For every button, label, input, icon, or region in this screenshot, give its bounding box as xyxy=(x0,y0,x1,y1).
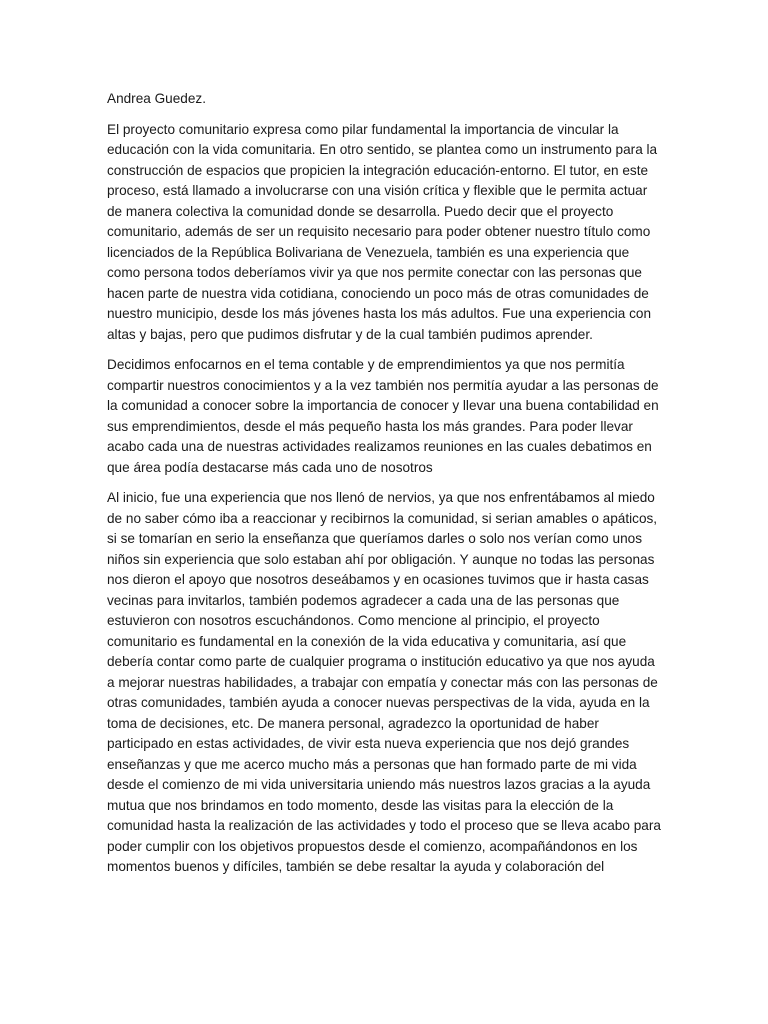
paragraph-intro: El proyecto comunitario expresa como pilar fundamental la importancia de vincular la educación con la vida comunitaria. En otro sentido, se plantea como un instrumento para la construcción de espacios que propicien la integración educación-entorno. El tutor, en este proceso, está llamado a involucrarse con una visión crítica y flexible que le permita actuar de manera colectiva la comunidad donde se desarrolla. Puedo decir que el proyecto comunitario, además de ser un requisito necesario para poder obtener nuestro título como licenciados de la República Bolivariana de Venezuela, también es una experiencia que como persona todos deberíamos vivir ya que nos permite conectar con las personas que hacen parte de nuestra vida cotidiana, conociendo un poco más de otras comunidades de nuestro municipio, desde los más jóvenes hasta los más adultos. Fue una experiencia con altas y bajas, pero que pudimos disfrutar y de la cual también pudimos aprender. xyxy=(107,121,658,342)
paragraph-experience: Al inicio, fue una experiencia que nos llenó de nervios, ya que nos enfrentábamos al miedo de no saber cómo iba a reaccionar y recibirnos la comunidad, si serian amables o apáticos, si se tomarían en serio la enseñanza que queríamos darles o solo nos verían como unos niños sin experiencia que solo estaban ahí por obligación. Y aunque no todas las personas nos dieron el apoyo que nosotros deseábamos y en ocasiones tuvimos que ir hasta casas vecinas para invitarlos, también podemos agradecer a cada una de las personas que estuvieron con nosotros escuchándonos. Como mencione al principio, el proyecto comunitario es fundamental en la conexión de la vida educativa y comunitaria, así que debería contar como parte de cualquier programa o institución educativo ya que nos ayuda a mejorar nuestras habilidades, a trabajar con empatía y conectar más con las personas de otras comunidades, también ayuda a conocer nuevas perspectivas de la vida, ayuda en la toma de decisiones, etc. De manera personal, agradezco la oportunidad de haber participado en estas actividades, de vivir esta nueva experiencia que nos dejó grandes enseñanzas y que me acerco mucho más a personas que han formado parte de mi vida desde el comienzo de mi vida universitaria uniendo más nuestros lazos gracias a la ayuda mutua que nos brindamos en todo momento, desde las visitas para la elección de la comunidad hasta la realización de las actividades y todo el proceso que se lleva acabo para poder cumplir con los objetivos propuestos desde el comienzo, acompañándonos en los momentos buenos y difíciles, también se debe resaltar la ayuda y colaboración del xyxy=(107,490,661,874)
author-name: Andrea Guedez. xyxy=(107,91,206,106)
paragraph-focus: Decidimos enfocarnos en el tema contable y de emprendimientos ya que nos permitía compartir nuestros conocimientos y a la vez también nos permitía ayudar a las personas de la comunidad a conocer sobre la importancia de conocer y llevar una buena contabilidad en sus emprendimientos, desde el más pequeño hasta los más grandes. Para poder llevar acabo cada una de nuestras actividades realizamos reuniones en las cuales debatimos en que área podía destacarse más cada uno de nosotros xyxy=(107,357,659,475)
document-body xyxy=(107,89,663,888)
